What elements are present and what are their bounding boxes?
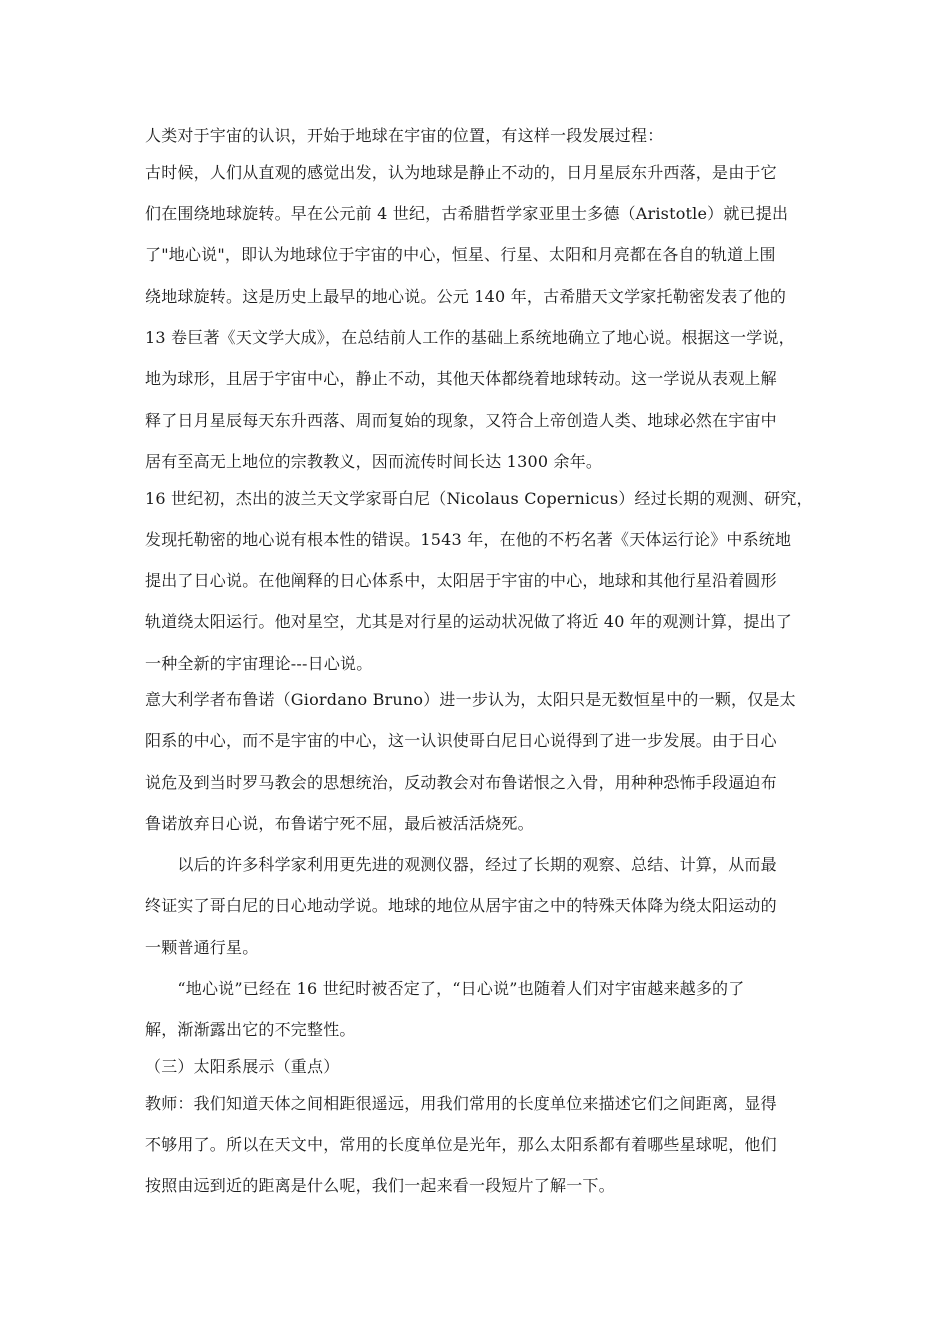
- text-line: 教师：我们知道天体之间相距很遥远，用我们常用的长度单位来描述它们之间距离，显得: [145, 1094, 777, 1113]
- text-line: 释了日月星辰每天东升西落、周而复始的现象，又符合上帝创造人类、地球必然在宇宙中: [145, 411, 777, 430]
- text-line: 意大利学者布鲁诺（Giordano Bruno）进一步认为，太阳只是无数恒星中的一颗，仅是太: [145, 690, 796, 709]
- text-line: 地为球形，且居于宇宙中心，静止不动，其他天体都绕着地球转动。这一学说从表观上解: [145, 369, 777, 388]
- text-line: 按照由远到近的距离是什么呢，我们一起来看一段短片了解一下。: [145, 1176, 615, 1195]
- text-line: “地心说”已经在 16 世纪时被否定了，“日心说”也随着人们对宇宙越来越多的了: [145, 979, 745, 998]
- text-line: 了"地心说"，即认为地球位于宇宙的中心，恒星、行星、太阳和月亮都在各自的轨道上围: [145, 245, 776, 264]
- text-line: 居有至高无上地位的宗教教义，因而流传时间长达 1300 余年。: [145, 452, 603, 471]
- text-line: 们在围绕地球旋转。早在公元前 4 世纪，古希腊哲学家亚里士多德（Aristotle）就已提出: [145, 204, 789, 223]
- text-line: 发现托勒密的地心说有根本性的错误。1543 年，在他的不朽名著《天体运行论》中系统地: [145, 530, 792, 549]
- text-line: 鲁诺放弃日心说，布鲁诺宁死不屈，最后被活活烧死。: [145, 814, 534, 833]
- text-line: 不够用了。所以在天文中，常用的长度单位是光年，那么太阳系都有着哪些星球呢，他们: [145, 1135, 777, 1154]
- text-line: 16 世纪初，杰出的波兰天文学家哥白尼（Nicolaus Copernicus）经过长期的观测、研究，: [145, 489, 813, 508]
- text-line: 阳系的中心，而不是宇宙的中心，这一认识使哥白尼日心说得到了进一步发展。由于日心: [145, 731, 777, 750]
- text-line: 说危及到当时罗马教会的思想统治，反动教会对布鲁诺恨之入骨，用种种恐怖手段逼迫布: [145, 773, 777, 792]
- text-line: 一颗普通行星。: [145, 938, 259, 957]
- text-line: 提出了日心说。在他阐释的日心体系中，太阳居于宇宙的中心，地球和其他行星沿着圆形: [145, 571, 777, 590]
- text-line: 终证实了哥白尼的日心地动学说。地球的地位从居宇宙之中的特殊天体降为绕太阳运动的: [145, 896, 777, 915]
- text-line: 13 卷巨著《天文学大成》，在总结前人工作的基础上系统地确立了地心说。根据这一学说，: [145, 328, 795, 347]
- text-line: 古时候，人们从直观的感觉出发，认为地球是静止不动的，日月星辰东升西落，是由于它: [145, 163, 777, 182]
- text-line: 以后的许多科学家利用更先进的观测仪器，经过了长期的观察、总结、计算，从而最: [145, 855, 777, 874]
- text-line: 一种全新的宇宙理论---日心说。: [145, 654, 373, 673]
- section-heading: （三）太阳系展示（重点）: [145, 1057, 340, 1076]
- text-line: 人类对于宇宙的认识，开始于地球在宇宙的位置，有这样一段发展过程：: [145, 126, 664, 145]
- text-line: 解，渐渐露出它的不完整性。: [145, 1020, 356, 1039]
- text-line: 轨道绕太阳运行。他对星空，尤其是对行星的运动状况做了将近 40 年的观测计算，提出了: [145, 612, 792, 631]
- text-line: 绕地球旋转。这是历史上最早的地心说。公元 140 年，古希腊天文学家托勒密发表了他的: [145, 287, 787, 306]
